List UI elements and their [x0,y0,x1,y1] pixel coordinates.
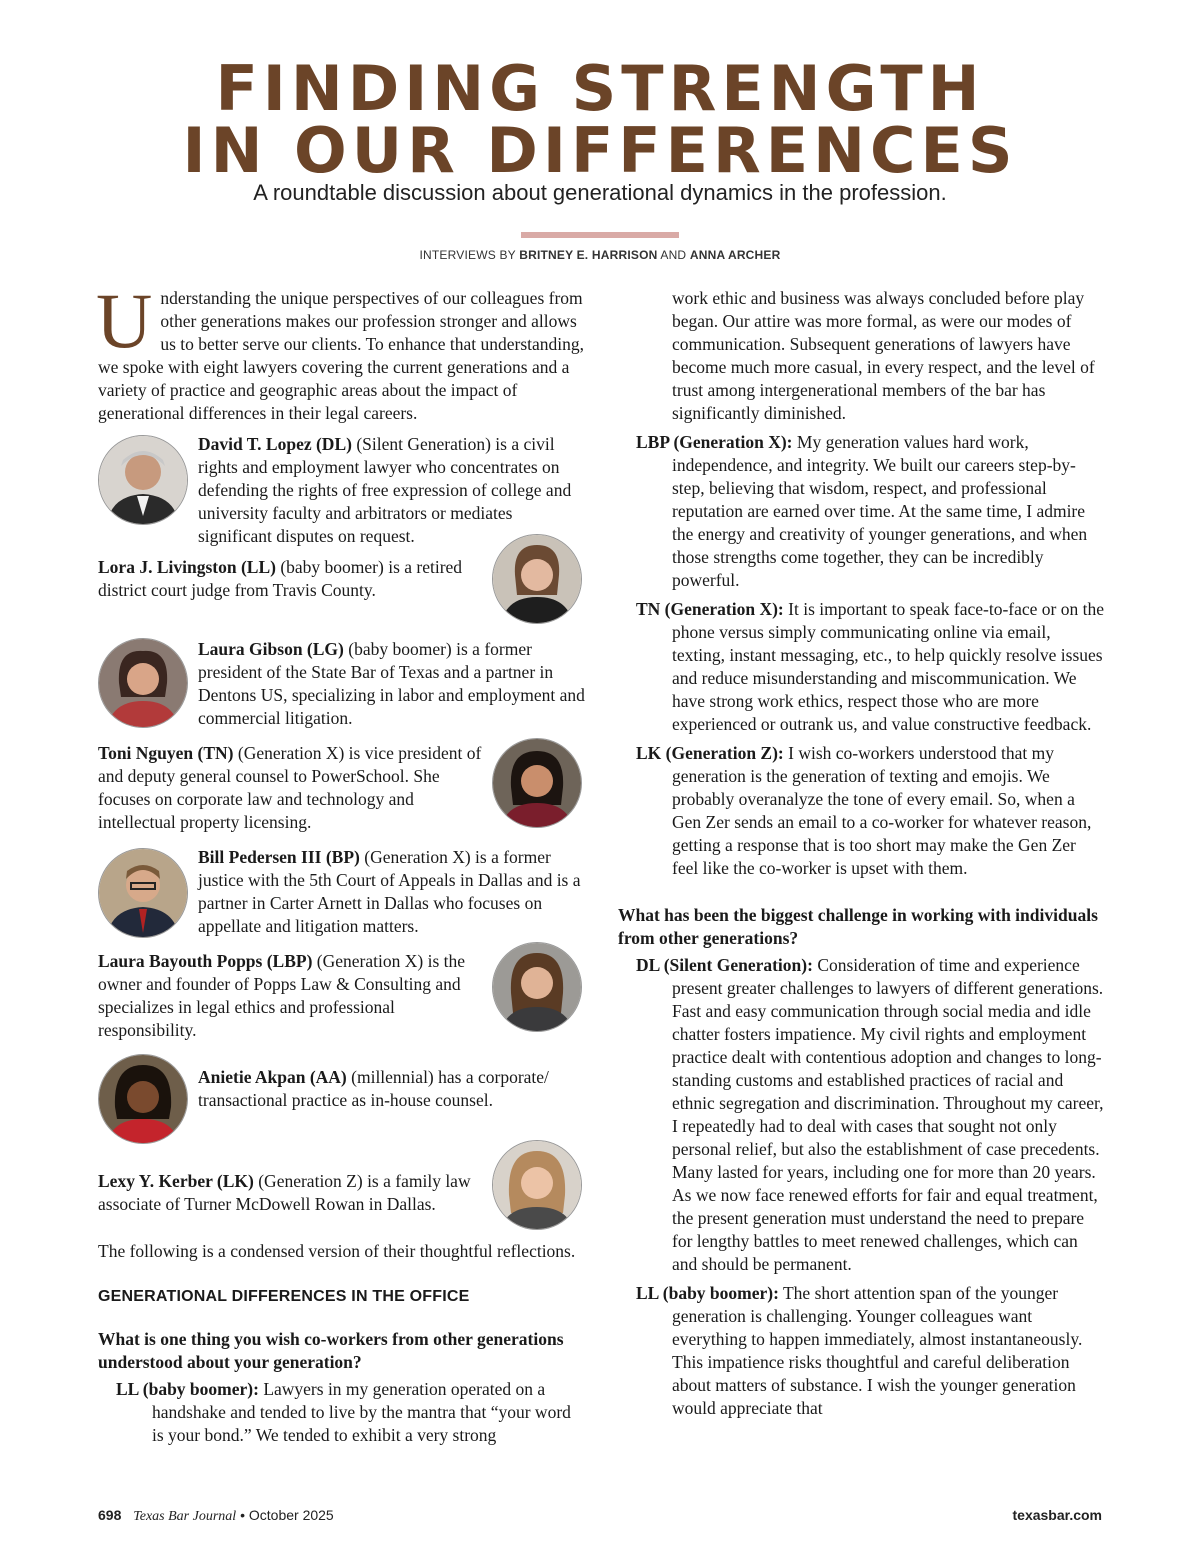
byline-author-2: ANNA ARCHER [689,248,781,262]
issue-date: October 2025 [248,1507,334,1523]
magazine-name: Texas Bar Journal [133,1509,237,1524]
portrait-photo [492,738,582,828]
answer-speaker: LL (baby boomer): [636,1283,779,1303]
bio-text: (baby boomer) is a retired district court judge from Travis County. [98,557,463,600]
title-line-1: FINDING STRENGTH [215,52,985,125]
answer-speaker: LK (Generation Z): [636,743,784,763]
answer-text: It is important to speak face-to-face or on the phone versus simply communicating online via email, texting, instant messaging, etc., to help quickly resolve issues and reduce misunderstanding and miscommunication. We have strong work ethics, respect those who are more experienced or outrank us, and value constructive feedback. [672,599,1104,734]
footer-bullet: • [240,1507,245,1523]
bio-text: (Generation Z) is a family law associate of Turner McDowell Rowan in Dallas. [98,1171,471,1214]
answer-text: work ethic and business was always concluded before play began. Our attire was more formal, as were our modes of communication. Subsequent generations of lawyers have become much more casual, in every respect, and the level of trust among intergenerational members of the bar has significantly diminished. [672,288,1095,423]
answer-ll-q1 [98,1378,586,1447]
answer-text: Consideration of time and experience present greater challenges to lawyers of different generations. Fast and easy communication through social media and idle chatter fosters impatience. My civil rights and employment practice dealt with contentious adoption and changes to long-standing customs and established practices of racial and ethnic segregation and discrimination. Throughout my career, I repeatedly had to deal with cases that sought not only personal relief, but also the establishment of case precedents. Many lasted for years, including one for more than 20 years. As we now face renewed efforts for fair and equal treatment, the present generation must understand the need to prepare for lengthy battles to meet renewed challenges, which can and should be permanent. [672,955,1104,1274]
bio-lexy-kerber [98,1158,586,1232]
bio-david-lopez [98,433,586,548]
byline-and: AND [660,248,687,262]
footer-left [98,1507,334,1525]
bio-name: Laura Bayouth Popps (LBP) [98,951,313,971]
bio-text: (millennial) has a corporate/ transactional practice as in-house counsel. [198,1067,549,1110]
right-column [618,287,1104,1426]
answer-speaker: DL (Silent Generation): [636,955,813,975]
answer-ll-q2 [618,1282,1104,1420]
bio-lora-livingston [98,556,586,630]
portrait-photo [98,638,188,728]
question-1: What is one thing you wish co-workers from other generations understood about your generation? [98,1329,564,1372]
dropcap: U [96,277,153,364]
following-note: The following is a condensed version of their thoughtful reflections. [98,1241,576,1261]
answer-dl-q2 [618,954,1104,1276]
portrait-photo [98,848,188,938]
bio-toni-nguyen [98,742,586,838]
answer-ll-q1-continued [618,287,1104,425]
answer-tn-q1 [618,598,1104,736]
intro-text: nderstanding the unique perspectives of our colleagues from other generations makes our profession stronger and allows us to better serve our clients. To enhance that understanding, we spoke with eight lawyers covering the current generations and a variety of practice and geographic areas about the impact of generational differences in their legal careers. [98,288,585,423]
answer-speaker: LBP (Generation X): [636,432,793,452]
portrait-photo [98,435,188,525]
answer-text: The short attention span of the younger generation is challenging. Younger colleagues want everything to happen immediately, almost instantaneously. This impatience risks thoughtful and careful deliberation about matters of substance. I wish the younger generation would appreciate that [672,1283,1083,1418]
answer-text: I wish co-workers understood that my generation is the generation of texting and emojis. We probably overanalyze the tone of every email. So, when a Gen Zer sends an email to a co-worker for whatever reason, getting a response that is too short may make the Gen Zer feel like the co-worker is upset with them. [672,743,1092,878]
portrait-photo [492,942,582,1032]
page-number: 698 [98,1507,122,1523]
bio-text: (Generation X) is a former justice with the 5th Court of Appeals in Dallas and is a partner in Carter Arnett in Dallas who focuses on appellate and litigation matters. [198,847,581,936]
left-column [96,277,586,1453]
answer-lbp-q1 [618,431,1104,592]
answer-text: My generation values hard work, independence, and integrity. We built our careers step-by-step, believing that wisdom, respect, and professional reputation are earned over time. At the same time, I admire the energy and creativity of younger generations, and when those strengths come together, they can be incredibly powerful. [672,432,1088,590]
footer-site-link[interactable]: texasbar.com [1012,1507,1102,1523]
bio-bill-pedersen [98,846,586,942]
bio-laura-gibson [98,638,586,734]
intro-paragraph [96,277,586,425]
byline-prefix: INTERVIEWS BY [419,248,516,262]
byline [0,248,1200,262]
bio-text: (Generation X) is vice president of and deputy general counsel to PowerSchool. She focuses on corporate law and technology and intellectual property licensing. [98,743,482,832]
section-heading: GENERATIONAL DIFFERENCES IN THE OFFICE [98,1288,470,1305]
bio-name: Lora J. Livingston (LL) [98,557,276,577]
bio-text: (baby boomer) is a former president of the State Bar of Texas and a partner in Dentons US, specializing in labor and employment and commercial litigation. [198,639,585,728]
bio-name: Toni Nguyen (TN) [98,743,234,763]
answer-text: Lawyers in my generation operated on a handshake and tended to live by the mantra that “your word is your bond.” We tended to exhibit a very strong [152,1379,571,1445]
title-line-2: IN OUR DIFFERENCES [182,114,1018,187]
answer-lk-q1 [618,742,1104,880]
bio-name: Bill Pedersen III (BP) [198,847,360,867]
portrait-photo [492,534,582,624]
bio-text: (Generation X) is the owner and founder of Popps Law & Consulting and specializes in legal ethics and professional responsibility. [98,951,466,1040]
bio-name: Anietie Akpan (AA) [198,1067,347,1087]
bio-text: (Silent Generation) is a civil rights and employment lawyer who concentrates on defending the rights of free expression of college and university faculty and arbitrators or mediates significant disputes on request. [198,434,572,546]
byline-author-1: BRITNEY E. HARRISON [519,248,658,262]
bio-name: Lexy Y. Kerber (LK) [98,1171,254,1191]
divider-rule [521,232,679,238]
bio-name: Laura Gibson (LG) [198,639,344,659]
answer-speaker: TN (Generation X): [636,599,784,619]
subtitle: A roundtable discussion about generational dynamics in the profession. [253,180,947,205]
question-2: What has been the biggest challenge in working with individuals from other generations? [618,905,1098,948]
bio-anietie-akpan [98,1054,586,1150]
answer-speaker: LL (baby boomer): [116,1379,259,1399]
portrait-photo [492,1140,582,1230]
bio-laura-popps [98,950,586,1046]
bio-name: David T. Lopez (DL) [198,434,352,454]
portrait-photo [98,1054,188,1144]
